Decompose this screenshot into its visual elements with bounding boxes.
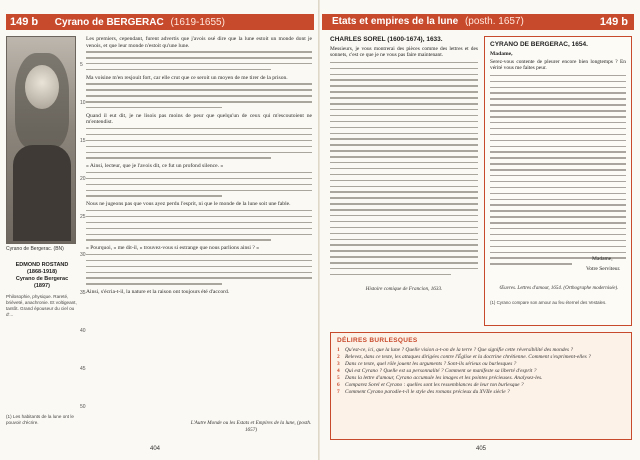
exercise-item: 5 Dans la lettre d'amour, Cyrano accumule les images et les pointes précieuses. Analysez-les. <box>337 375 543 381</box>
exercise-item: 2 Relevez, dans ce texte, les attaques dirigées contre l'Église et la doctrine chrétienne. Comment s'expriment-elles ? <box>337 354 591 360</box>
letter-closing: Madame, <box>592 256 613 262</box>
line-number: 10 <box>80 100 86 106</box>
line-number: 5 <box>80 62 83 68</box>
sorel-source: Histoire comique de Francion, 1633. <box>365 286 443 292</box>
left-sidenote: Philosophie, physique. Rareté, brièveté, anachronie. Et voltigeant, tantôt. Grand épouseur du ciel ou d'... <box>6 294 77 317</box>
exercise-title: DÉLIRES BURLESQUES <box>337 337 418 344</box>
paragraph: Ainsi, s'écria-t-il, la nature et la raison ont toujours été d'accord. <box>86 289 230 296</box>
author-box <box>6 262 78 290</box>
paragraph: « Pourquoi, » me dit-il, « trouvez-vous si estrange que nous parlions ainsi ? » <box>86 245 260 252</box>
right-page <box>320 0 640 460</box>
left-banner-number: 149 b <box>10 16 39 28</box>
author-dates: (1868-1918) <box>27 269 57 275</box>
left-page-number: 404 <box>150 446 161 452</box>
sorel-heading: CHARLES SOREL (1600-1674), 1633. <box>330 36 443 43</box>
line-number: 15 <box>80 138 86 144</box>
left-banner-dates: (1619-1655) <box>170 17 225 28</box>
paragraph: Ma voisine m'en resjouit fort, car elle crut que ce seroit un moyen de me tirer de la prison. <box>86 74 288 81</box>
exercise-item: 1 Qu'est-ce, ici, que la lune ? Quelle vision a-t-on de la terre ? Que signifie cette réversibilité des mondes ? <box>337 347 574 353</box>
line-number: 25 <box>80 214 86 220</box>
line-number: 30 <box>80 252 86 258</box>
letter-source: Œuvres. Lettres d'amour, 1654. (Orthographe modernisée). <box>499 286 619 291</box>
letter-salutation: Madame, <box>490 51 513 57</box>
left-banner-title: Cyrano de BERGERAC <box>54 17 164 28</box>
paragraph: Les premiers, cependant, furent advertis que j'avois osé dire que la lune estoit un monde dont je venois, et que leur monde n'estoit qu'une lune. <box>86 36 312 49</box>
author-work: Cyrano de Bergerac <box>15 276 69 282</box>
cyrano-portrait <box>6 36 76 244</box>
line-number: 45 <box>80 366 86 372</box>
left-banner <box>6 14 314 30</box>
exercise-box <box>330 332 632 440</box>
author-name: EDMOND ROSTAND <box>15 262 69 268</box>
letter-heading: CYRANO DE BERGERAC, 1654. <box>490 41 588 48</box>
line-number: 40 <box>80 328 86 334</box>
letter-footnote: (1) Cyrano compare son amour au feu éternel des Vestales. <box>490 300 607 305</box>
line-number: 20 <box>80 176 86 182</box>
paragraph: Nous ne jugeons pas que vous ayez perdu l'esprit, ni que le monde de la lune soit une fable. <box>86 201 291 208</box>
portrait-caption: Cyrano de Bergerac. (BN) <box>6 246 64 252</box>
sorel-column <box>330 36 478 280</box>
paragraph: Quand il eut dit, je ne lisois pas moins de peur que quelqu'un de ceux qui m'escoutoient ne m'entendist. <box>86 112 312 126</box>
letter-signature: Votre Serviteur. <box>586 266 621 272</box>
sorel-text: Messieurs, je vous montrerai des pièces comme des lettres et des sonnets, c'est ce que je ne vous pas faire maintenant. <box>330 46 478 59</box>
line-number: 35 <box>80 290 86 296</box>
exercise-item: 4 Qui est Cyrano ? Quelle est sa personnalité ? Comment se manifeste sa liberté d'esprit ? <box>337 368 537 374</box>
paragraph: « Ainsi, lecteur, que je l'avois dit, ce fut un profond silence. » <box>86 163 224 170</box>
right-page-number: 405 <box>476 446 487 452</box>
left-source: L'Autre Monde ou les Estats et Empires de la lune, (posth. 1657) <box>190 420 312 433</box>
letter-text: Serez-vous contente de pleurer encore bien longtemps ? En vérité vous me faites peur. <box>490 59 626 72</box>
right-banner-title: Etats et empires de la lune <box>332 16 459 27</box>
line-number: 50 <box>80 404 86 410</box>
right-banner <box>322 14 634 30</box>
exercise-item: 7 Comment Cyrano parodie-t-il le style des romans précieux du XVIIe siècle ? <box>337 389 510 395</box>
right-banner-dates: (posth. 1657) <box>464 16 524 27</box>
right-banner-number: 149 b <box>599 16 628 28</box>
exercise-item: 3 Dans ce texte, quel rôle jouent les arguments ? Sont-ils sérieux ou burlesques ? <box>337 361 517 367</box>
left-body-text <box>86 36 312 416</box>
author-year: (1897) <box>34 283 50 289</box>
left-footnote: (1) Les habitants de la lune ont le pouvoir d'écrire. <box>6 414 74 425</box>
cyrano-letter-box <box>484 36 632 326</box>
exercise-item: 6 Comparez Sorel et Cyrano : quelles sont les ressemblances de leur ton burlesque ? <box>337 382 524 388</box>
